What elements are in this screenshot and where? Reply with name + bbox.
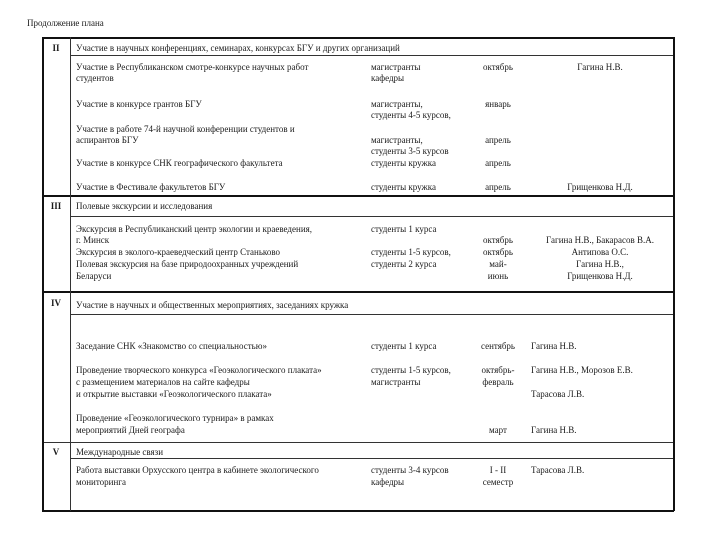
participants-text: магистранты — [371, 377, 421, 387]
participants-text: кафедры — [371, 477, 405, 487]
row-divider — [70, 55, 674, 56]
table-top-border — [42, 37, 674, 39]
responsible-text: Гагина Н.В., — [576, 259, 624, 269]
date-text: апрель — [485, 182, 511, 192]
participants-text: студенты 1 курса — [371, 341, 437, 351]
responsible-text: Тарасова Л.В. — [531, 389, 585, 399]
date-text: май- — [489, 259, 507, 269]
row-divider — [70, 458, 674, 459]
event-text: Участие в конкурсе грантов БГУ — [76, 99, 202, 109]
participants-text: студенты 3-4 курсов — [371, 465, 449, 475]
responsible-text: Гагина Н.В. — [577, 62, 623, 72]
responsible-text: Грищенкова Н.Д. — [567, 182, 633, 192]
row-divider — [70, 314, 674, 315]
participants-text: кафедры — [371, 73, 405, 83]
date-text: март — [489, 425, 507, 435]
section-title: Полевые экскурсии и исследования — [76, 201, 213, 211]
responsible-text: Гагина Н.В., Бакарасов В.А. — [546, 235, 654, 245]
participants-text: магистранты — [371, 62, 421, 72]
participants-text: студенты 2 курса — [371, 259, 437, 269]
event-text: мониторинга — [76, 477, 126, 487]
table-bottom-border — [42, 510, 674, 512]
section-number: IV — [50, 298, 61, 308]
participants-text: студенты 1-5 курсов, — [371, 365, 451, 375]
responsible-text: Тарасова Л.В. — [531, 465, 585, 475]
table-right-border — [673, 37, 675, 511]
responsible-text: Гагина Н.В. — [531, 341, 577, 351]
event-text: Проведение «Геоэкологического турнира» в рамках — [76, 413, 274, 423]
event-text: Участие в конкурсе СНК географического факультета — [76, 158, 283, 168]
date-text: октябрь — [483, 62, 513, 72]
event-text: Заседание СНК «Знакомство со специальностью» — [76, 341, 267, 351]
responsible-text: Гагина Н.В. — [531, 425, 577, 435]
row-divider — [42, 195, 674, 197]
event-text: Полевая экскурсия на базе природоохранных учреждений — [76, 259, 299, 269]
event-text: Работа выставки Орхусского центра в кабинете экологического — [76, 465, 319, 475]
responsible-text: Гагина Н.В., Морозов Е.В. — [531, 365, 633, 375]
section-title: Участие в научных конференциях, семинарах, конкурсах БГУ и других организаций — [76, 43, 400, 53]
date-text: семестр — [482, 477, 514, 487]
event-text: и открытие выставки «Геоэкологического плаката» — [76, 389, 272, 399]
page-header: Продолжение плана — [27, 18, 104, 28]
row-divider — [42, 291, 674, 293]
participants-text: студенты кружка — [371, 182, 436, 192]
date-text: октябрь — [483, 235, 513, 245]
participants-text: студенты 4-5 курсов, — [371, 110, 451, 120]
event-text: Проведение творческого конкурса «Геоэкологического плаката» — [76, 365, 322, 375]
row-divider — [70, 216, 674, 217]
event-text: аспирантов БГУ — [76, 135, 139, 145]
row-divider — [42, 442, 674, 443]
section-number: II — [52, 43, 60, 53]
section-number: V — [52, 447, 60, 457]
participants-text: студенты 3-5 курсов — [371, 146, 449, 156]
date-text: январь — [485, 99, 511, 109]
participants-text: студенты 1-5 курсов, — [371, 247, 451, 257]
participants-text: магистранты, — [371, 99, 423, 109]
date-text: октябрь- — [481, 365, 515, 375]
participants-text: магистранты, — [371, 135, 423, 145]
date-text: июнь — [487, 271, 509, 281]
event-text: мероприятий Дней географа — [76, 425, 185, 435]
event-text: Участие в Республиканском смотре-конкурсе научных работ — [76, 62, 309, 72]
column-divider — [70, 37, 71, 511]
responsible-text: Антипова О.С. — [571, 247, 629, 257]
date-text: апрель — [485, 158, 511, 168]
section-number: III — [50, 201, 62, 211]
event-text: Беларуси — [76, 271, 112, 281]
date-text: сентябрь — [480, 341, 516, 351]
event-text: Экскурсия в эколого-краеведческий центр Станьково — [76, 247, 281, 257]
participants-text: студенты 1 курса — [371, 224, 437, 234]
date-text: февраль — [482, 377, 514, 387]
date-text: апрель — [485, 135, 511, 145]
section-title: Участие в научных и общественных мероприятиях, заседаниях кружка — [76, 300, 349, 310]
event-text: г. Минск — [76, 235, 110, 245]
event-text: с размещением материалов на сайте кафедры — [76, 377, 250, 387]
section-title: Международные связи — [76, 447, 164, 457]
date-text: октябрь — [483, 247, 513, 257]
event-text: Участие в Фестивале факультетов БГУ — [76, 182, 226, 192]
date-text: I - II — [489, 465, 507, 475]
table-left-border — [42, 37, 44, 511]
event-text: студентов — [76, 73, 114, 83]
event-text: Участие в работе 74-й научной конференции студентов и — [76, 124, 295, 134]
participants-text: студенты кружка — [371, 158, 436, 168]
event-text: Экскурсия в Республиканский центр экологии и краеведения, — [76, 224, 313, 234]
responsible-text: Грищенкова Н.Д. — [567, 271, 633, 281]
